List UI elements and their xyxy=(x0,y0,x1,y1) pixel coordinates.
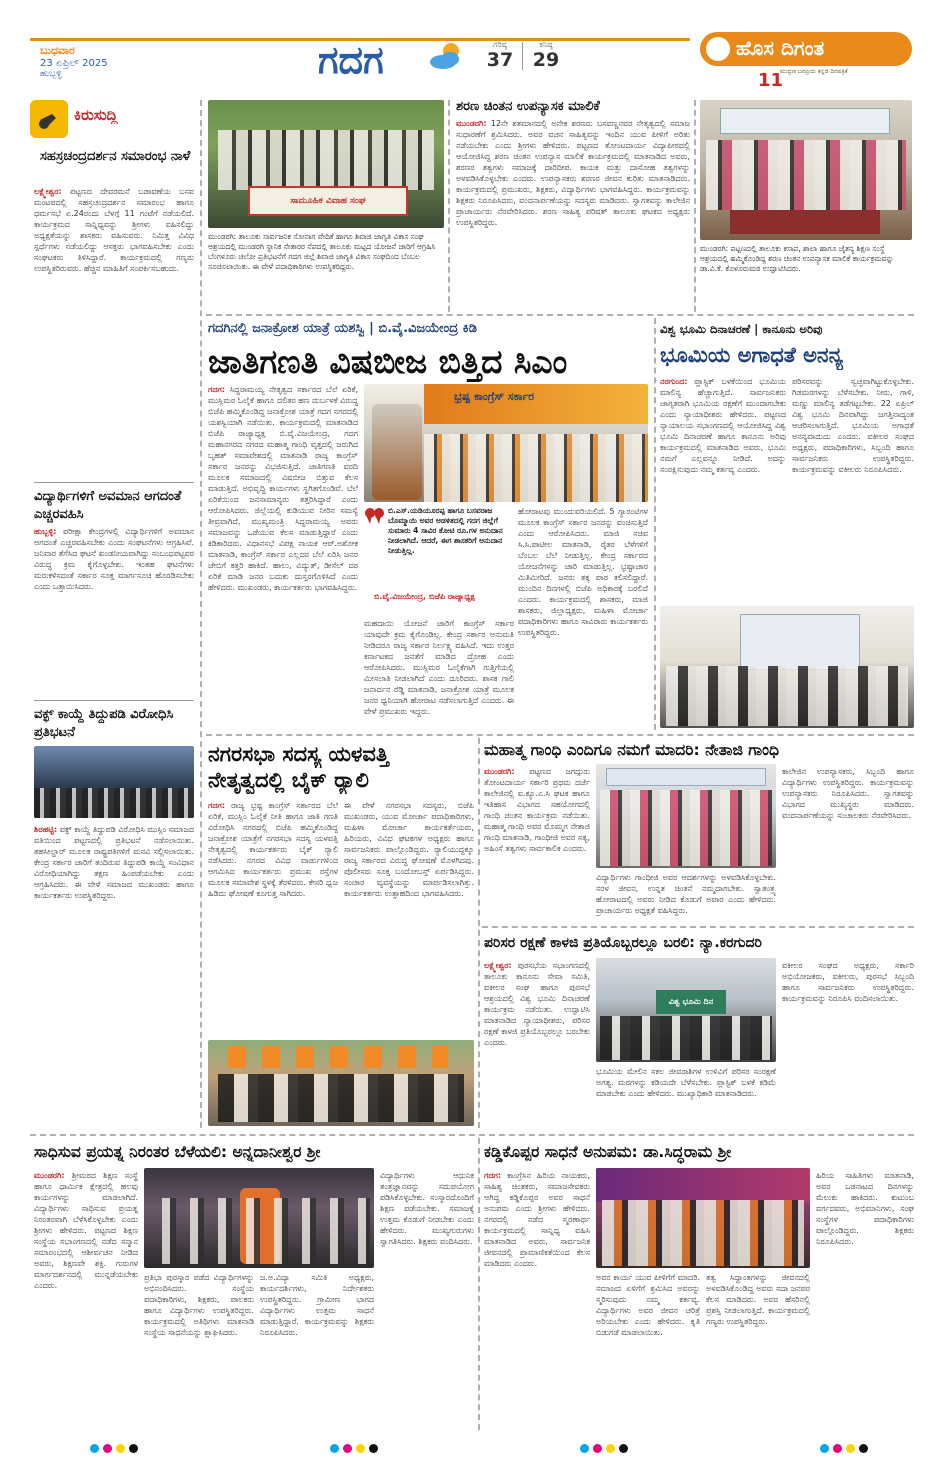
banner-text: ಸಾಮೂಹಿಕ ವಿವಾಹ ಸಂಘ xyxy=(290,196,366,206)
parisara-text-3: ವಕೀಲರ ಸಂಘದ ಅಧ್ಯಕ್ಷರು, ಸರ್ಕಾರಿ ಅಭಿಯೋಜಕರು, ವಕೀಲರು, ಪುರಸಭೆ ಸಿಬ್ಬಂದಿ ಹಾಗೂ ಸಾರ್ವಜನಿಕರು ಉಪಸ್ಥಿತರಿದ್ದರು. ಕಾರ್ಯಕ್ರಮವನ್ನು ನಿರೂಪಿಸಿ ವಂದಿಸಲಾಯಿತು. xyxy=(782,961,914,1003)
lead-text-4: ಮಹದಾಯಿ ಯೋಜನೆ ಜಾರಿಗೆ ಕಾಂಗ್ರೆಸ್ ಸರ್ಕಾರ ಯಾವುದೇ ಕ್ರಮ ಕೈಗೊಂಡಿಲ್ಲ. ಕೇಂದ್ರ ಸರ್ಕಾರ ಅನುಮತಿ ನೀಡಿದರೂ ರಾಜ್ಯ ಸರ್ಕಾರ ನಿರ್ಲಕ್ಷ್ಯ ವಹಿಸಿದೆ. ಇದು ಉತ್ತರ ಕರ್ನಾಟಕದ ಜನತೆಗೆ ಮಾಡಿದ ದ್ರೋಹ ಎಂದು ಆರೋಪಿಸಿದರು. ಮುಸ್ಲಿಮರ ಓಲೈಕೆಗಾಗಿ ಗುತ್ತಿಗೆಯಲ್ಲಿ ಮೀಸಲಾತಿ ನೀಡಲಾಗಿದೆ ಎಂದು ದೂರಿದರು. xyxy=(364,619,514,683)
gandhi-headline: ಮಹಾತ್ಮ ಗಾಂಧಿ ಎಂದಿಗೂ ನಮಗೆ ಮಾದರಿ: ನೇತಾಜಿ ಗಾಂಧಿ xyxy=(484,741,780,759)
table-shape xyxy=(730,210,880,234)
officials-shape xyxy=(666,666,908,726)
story3-dateline: ಶಿರಹಟ್ಟಿ: xyxy=(34,825,58,834)
page-title: ಗದಗ xyxy=(318,38,384,82)
bike-rally-photo xyxy=(208,1040,474,1126)
story2-body xyxy=(34,526,194,692)
bhumi-text-2: ಪರಿಸರವನ್ನು ಸ್ವಚ್ಛವಾಗಿಟ್ಟುಕೊಳ್ಳಬೇಕು. ಗಿಡಮರಗಳನ್ನು ಬೆಳೆಸಬೇಕು. ನೀರು, ಗಾಳಿ, ಮಣ್ಣು ಮಾಲಿನ್ಯ ತಡೆಗಟ್ಟಬೇಕು. 22 ಏಪ್ರಿಲ್ ವಿಶ್ವ ಭೂಮಿ ದಿನವಾಗಿದ್ದು ಜಗತ್ತಿನಾದ್ಯಂತ ಆಚರಿಸಲಾಗುತ್ತಿದೆ. ಭೂಮಿಯ ಅಗಾಧತೆ ಅನನ್ಯವಾದುದು ಎಂದರು. ವಕೀಲರ ಸಂಘದ ಅಧ್ಯಕ್ಷರು, ಪದಾಧಿಕಾರಿಗಳು, ಸಿಬ್ಬಂದಿ ಹಾಗೂ ಸಾರ್ವಜನಿಕರು ಉಪಸ್ಥಿತರಿದ್ದರು. ಕಾರ್ಯಕ್ರಮವನ್ನು ವಕೀಲರು ನಿರೂಪಿಸಿದರು. xyxy=(792,377,914,474)
header-day: ಬುಧವಾರ xyxy=(40,44,75,57)
min-temp-block xyxy=(526,40,566,70)
black-dot xyxy=(369,1444,378,1453)
lawyers-group-shape xyxy=(600,1016,772,1060)
stage-banner-shape xyxy=(720,108,890,134)
audience-shape xyxy=(424,434,648,502)
story1-text: ಪಟ್ಟಣದ ದೇವರಮನೆ ಬಡಾವಣೆಯ ಬಸವ ಮಂಟಪದಲ್ಲಿ ಸಹಸ್ರಚಂದ್ರದರ್ಶನ ಸಮಾರಂಭ ಹಾಗೂ ಧರ್ಮಸಭೆ ಏ.24ರಂದು ಬೆಳಗ್ಗೆ 11 ಗಂಟೆಗೆ ನಡೆಯಲಿದೆ. ಕಾರ್ಯಕ್ರಮದ ಸಾನ್ನಿಧ್ಯವನ್ನು ಶ್ರೀಗಳು ವಹಿಸಲಿದ್ದು ಅಧ್ಯಕ್ಷತೆಯನ್ನು ಶಾಸಕರು ವಹಿಸುವರು. ನಿಮಿತ್ತ ವಿವಿಧ ಸ್ಪರ್ಧೆಗಳು ನಡೆಯಲಿದ್ದು ಆಸಕ್ತರು ಭಾಗವಹಿಸಬೇಕು ಎಂದು ಸಂಘಟಕರು ತಿಳಿಸಿದ್ದಾರೆ. ಕಾರ್ಯಕ್ರಮದಲ್ಲಿ ಗಣ್ಯರು ಉಪಸ್ಥಿತರಿರುವರು. ಹೆಚ್ಚಿನ ಮಾಹಿತಿಗೆ ಸಂಪರ್ಕಿಸಬಹುದು. xyxy=(34,187,194,273)
annadaneshwar-text-1: ಶ್ರೀಮಠದ ಶಿಕ್ಷಣ ಸಂಸ್ಥೆ ಹಾಗೂ ಧಾರ್ಮಿಕ ಕ್ಷೇತ್ರದಲ್ಲಿ ಹಲವು ಕಾರ್ಯಗಳನ್ನು ಮಾಡಲಾಗಿದೆ. ವಿದ್ಯಾರ್ಥಿಗಳು ಸಾಧಿಸುವ ಪ್ರಯತ್ನ ನಿರಂತರವಾಗಿ ಬೆಳೆಸಿಕೊಳ್ಳಬೇಕು ಎಂದು ಶ್ರೀಗಳು ಹೇಳಿದರು. ಪಟ್ಟಣದ ಶಿಕ್ಷಣ ಸಂಸ್ಥೆಯ ಸಭಾಂಗಣದಲ್ಲಿ ನಡೆದ ಸನ್ಮಾನ ಸಮಾರಂಭದಲ್ಲಿ ಆಶೀರ್ವಚನ ನೀಡಿದ ಅವರು, ಶಿಕ್ಷಣವೇ ಶಕ್ತಿ. ಗುರುಗಳ ಮಾರ್ಗದರ್ಶನದಲ್ಲಿ ಮುನ್ನಡೆಯಬೇಕು ಎಂದರು. xyxy=(34,1171,138,1290)
header-date-block xyxy=(40,44,160,79)
yellow-dot xyxy=(606,1444,615,1453)
gandhi-body-col1 xyxy=(484,766,590,922)
hand-point-icon xyxy=(30,100,68,138)
magenta-dot xyxy=(343,1444,352,1453)
row-divider-3 xyxy=(482,926,914,928)
lead-photo xyxy=(364,384,648,502)
black-dot xyxy=(859,1444,868,1453)
lead-headline: ಜಾತಿಗಣತಿ ವಿಷಬೀಜ ಬಿತ್ತಿದ ಸಿಎಂ xyxy=(208,342,568,381)
parisara-banner-text: ವಿಶ್ವ ಭೂಮಿ ದಿನ xyxy=(668,997,714,1006)
cyan-dot xyxy=(330,1444,339,1453)
lead-quote-box xyxy=(364,506,514,614)
story3-headline: ವಕ್ಫ್ ಕಾಯ್ದೆ ತಿದ್ದುಪಡಿ ವಿರೋಧಿಸಿ ಪ್ರತಿಭಟನೆ xyxy=(34,707,174,740)
annadaneshwar-body-col4 xyxy=(380,1170,474,1426)
story3-body xyxy=(34,824,194,1126)
story1-dateline: ಲಕ್ಷ್ಮೇಶ್ವರ: xyxy=(34,187,62,196)
story1-headline: ಸಹಸ್ರಚಂದ್ರದರ್ಶನ ಸಮಾರಂಭ ನಾಳೆ xyxy=(40,149,191,164)
annadaneshwar-photo xyxy=(144,1168,374,1268)
row-divider-2 xyxy=(206,734,914,736)
temp-divider xyxy=(522,42,523,70)
parisara-headline: ಪರಿಸರ ರಕ್ಷಣೆ ಕಾಳಜಿ ಪ್ರತಿಯೊಬ್ಬರಲ್ಲೂ ಬರಲಿ: ನ್ಯಾ.ಕರಗುದರಿ xyxy=(484,935,762,951)
speaker-shape xyxy=(372,404,422,500)
protest-crowd-shape xyxy=(34,788,194,818)
top-photo1-caption: ಮುಂಡರಗಿ: ತಾಲೂಕು ಸಾರ್ವಜನಿಕ ಸೋನಾಗ ವೇದಿಕೆ ಹಾಗೂ ಶಿವಾಜಿ ಜಾಗೃತಿ ವಿಕಾಸ ಸಂಘ ಆಶ್ರಯದಲ್ಲಿ ಮುಂಡರಗಿ ಸ್ಥಾನಿಕ ನೇತಾರರ ನೆಪದಲ್ಲಿ ತಾಲೂಕು ಮಟ್ಟದ ಯೋಜನೆ ಜಾರಿಗೆ ಆಗ್ರಹಿಸಿ ಬೆಂಗಳೂರು ಚಲೋ ಪ್ರತಿಭಟನೆಗೆ ಗದಗ ಜಿಲ್ಲೆ ಶಿವಾಜಿ ಜಾಗೃತಿ ವಿಕಾಸ ಸಂಘದಿಂದ ಬೆಂಬಲ ಸೂಚಿಸಲಾಯಿತು. ಈ ವೇಳೆ ಪದಾಧಿಕಾರಿಗಳು ಉಪಸ್ಥಿತರಿದ್ದರು. xyxy=(208,232,436,271)
paper-tagline: ಮುದ್ರಣ ಜನಪ್ರಿಯ ಕನ್ನಡ ದಿನಪತ್ರಿಕೆ xyxy=(780,68,848,75)
max-temp-value: 37 xyxy=(486,49,514,71)
lead-body-col1 xyxy=(208,384,358,728)
cyan-dot xyxy=(580,1444,589,1453)
bhumi-kicker: ವಿಶ್ವ ಭೂಮಿ ದಿನಾಚರಣೆ | ಕಾನೂನು ಅರಿವು xyxy=(660,322,823,336)
row-divider-4 xyxy=(30,1134,914,1136)
cyan-dot xyxy=(90,1444,99,1453)
parisara-body-col2 xyxy=(596,1066,776,1126)
top-photo-group xyxy=(208,100,444,228)
cmyk-registration-marks-center xyxy=(330,1438,382,1457)
story2-dateline: ಹುಬ್ಬಳ್ಳಿ: xyxy=(34,527,57,536)
lead-right-divider xyxy=(654,318,656,730)
bottom-divider xyxy=(478,1138,480,1430)
lead-body-col2b xyxy=(364,618,514,728)
lead-quote-author: ಬಿ.ವೈ.ವಿಜಯೇಂದ್ರ, ಬಿಜೆಪಿ ರಾಜ್ಯಾಧ್ಯಕ್ಷ xyxy=(374,592,475,601)
top-photo3-caption: ಮುಂಡರಗಿ: ಪಟ್ಟಣದಲ್ಲಿ ತಾಲೂಕು ಕಸಾಪ, ಶಾಲಾ ಹಾಗೂ ಚೈತನ್ಯ ಶಿಕ್ಷಣ ಸಂಸ್ಥೆ ಆಶ್ರಯದಲ್ಲಿ ಹಮ್ಮಿಕೊಂಡಿದ್ದ ಶರಣ ಚಿಂತನ ಉಪನ್ಯಾಸಕ ಮಾಲಿಕೆ ಕಾರ್ಯಕ್ರಮವನ್ನು ಡಾ.ವಿ.ಕೆ. ಕೊಳೂರುಮಠ ಉದ್ಘಾಟಿಸಿದರು. xyxy=(700,244,894,273)
bhumi-headline: ಭೂಮಿಯ ಅಗಾಧತೆ ಅನನ್ಯ xyxy=(660,343,844,367)
gandhi-body-col2 xyxy=(596,872,776,922)
cmyk-registration-marks-right xyxy=(820,1438,872,1457)
story3-photo xyxy=(34,746,194,818)
lead-kicker: ಗದಗಿನಲ್ಲಿ ಜನಾಕ್ರೋಶ ಯಾತ್ರೆ ಯಶಸ್ವಿ | ಬಿ.ವೈ.ವಿಜಯೇಂದ್ರ ಕಿಡಿ xyxy=(208,321,477,336)
cmyk-registration-marks-left xyxy=(90,1438,142,1457)
gandhi-text-3: ಕಾಲೇಜಿನ ಉಪನ್ಯಾಸಕರು, ಸಿಬ್ಬಂದಿ ಹಾಗೂ ವಿದ್ಯಾರ್ಥಿಗಳು ಉಪಸ್ಥಿತರಿದ್ದರು. ಕಾರ್ಯಕ್ರಮವನ್ನು ಉಪನ್ಯಾಸಕರು ನಿರೂಪಿಸಿದರು. ಸ್ವಾಗತವನ್ನು ವಿಭಾಗದ ಮುಖ್ಯಸ್ಥರು ಮಾಡಿದರು. ವಂದನಾರ್ಪಣೆಯನ್ನು ಸಂಚಾಲಕರು ನೆರವೇರಿಸಿದರು. xyxy=(782,767,914,820)
annadaneshwar-headline: ಸಾಧಿಸುವ ಪ್ರಯತ್ನ ನಿರಂತರ ಬೆಳೆಯಲಿ: ಅನ್ನದಾನೀಶ್ವರ ಶ್ರೀ xyxy=(34,1143,321,1161)
bhumi-text-1: ಪ್ಲಾಸ್ಟಿಕ್ ಬಳಕೆಯಿಂದ ಭೂಮಿಯ ಮಾಲಿನ್ಯ ಹೆಚ್ಚಾಗುತ್ತಿದೆ. ಸಾರ್ವಜನಿಕರು ಜಾಗೃತರಾಗಿ ಭೂಮಿಯ ರಕ್ಷಣೆಗೆ ಮುಂದಾಗಬೇಕು ಎಂದು ನ್ಯಾಯಾಧೀಶರು ಹೇಳಿದರು. ಪಟ್ಟಣದ ನ್ಯಾಯಾಲಯ ಸಭಾಂಗಣದಲ್ಲಿ ಆಯೋಜಿಸಿದ್ದ ವಿಶ್ವ ಭೂಮಿ ದಿನಾಚರಣೆ ಹಾಗೂ ಕಾನೂನು ಅರಿವು ಕಾರ್ಯಕ್ರಮದಲ್ಲಿ ಮಾತನಾಡಿದ ಅವರು, ಭೂಮಿ ನಮಗೆ ಎಲ್ಲವನ್ನೂ ನೀಡಿದೆ. ಅದನ್ನು ಸಂರಕ್ಷಿಸುವುದು ನಮ್ಮ ಕರ್ತವ್ಯ ಎಂದರು. xyxy=(660,377,786,474)
lead-dateline: ಗದಗ: xyxy=(208,385,226,394)
gandhi-text-1: ಪಟ್ಟಣದ ಜಗದ್ಗುರು ತೋಂಟದಾರ್ಯ ಸರ್ಕಾರಿ ಪ್ರಥಮ ದರ್ಜೆ ಕಾಲೇಜಿನಲ್ಲಿ ಐ.ಕ್ಯೂ.ಎ.ಸಿ ಘಟಕ ಹಾಗೂ ಇತಿಹಾಸ ವಿಭಾಗದ ಸಹಯೋಗದಲ್ಲಿ ಗಾಂಧಿ ಚಿಂತನ ಕಾರ್ಯಕ್ರಮ ನಡೆಯಿತು. ಮಹಾತ್ಮ ಗಾಂಧಿ ಅವರ ಮೊಮ್ಮಗ ನೇತಾಜಿ ಗಾಂಧಿ ಮಾತನಾಡಿ, ಗಾಂಧೀಜಿ ಅವರ ಸತ್ಯ, ಅಹಿಂಸೆ ತತ್ವಗಳು ಸಾರ್ವಕಾಲಿಕ ಎಂದರು. xyxy=(484,767,590,853)
lead-body-col3 xyxy=(518,506,648,728)
gandhi-body-col3 xyxy=(782,766,914,922)
nagarasabha-headline-line2: ನೇತೃತ್ವದಲ್ಲಿ ಬೈಕ್ ರ್‍ಯಾಲಿ xyxy=(208,768,369,792)
cyan-dot xyxy=(820,1444,829,1453)
saffron-flags-shape xyxy=(228,1046,448,1068)
page-number: 11 xyxy=(758,70,784,91)
gandhi-dateline: ಮುಂಡರಗಿ: xyxy=(484,767,515,776)
sharana-headline: ಶರಣ ಚಿಂತನ ಉಪನ್ಯಾಸಕ ಮಾಲಿಕೆ xyxy=(456,99,600,114)
lead-text-2: ಜಿಲ್ಲೆಯಲ್ಲಿ ಕುಡಿಯುವ ನೀರಿನ ಸಮಸ್ಯೆ ತೀವ್ರವಾಗಿದೆ, ಮುಖ್ಯಮಂತ್ರಿ ಸಿದ್ದರಾಮಯ್ಯ ಅವರು ಸಮಾಜವನ್ನು ಒಡೆಯುವ ಕೆಲಸ ಮಾಡುತ್ತಿದ್ದಾರೆ ಎಂದು ಕಿಡಿಕಾರಿದರು. ವಿಧಾನಸಭೆ ವಿಪಕ್ಷ ನಾಯಕ ಆರ್.ಅಶೋಕ ಮಾತನಾಡಿ, ಕಾಂಗ್ರೆಸ್ ಸರ್ಕಾರ ಎಲ್ಲದರ ಬೆಲೆ ಏರಿಸಿ ಜನರ ಜೇಬಿಗೆ ಕತ್ತರಿ ಹಾಕಿದೆ. ಹಾಲು, ವಿದ್ಯುತ್, ಡೀಸೆಲ್ ದರ ಏರಿಕೆ ಮಾಡಿ ಜನರ ಬದುಕು ದುಸ್ತರಗೊಳಿಸಿದೆ ಎಂದು ಹೇಳಿದರು. ಮುಖಂಡರು, ಕಾರ್ಯಕರ್ತರು ಭಾಗವಹಿಸಿದ್ದರು. xyxy=(208,506,358,592)
min-temp-value: 29 xyxy=(532,49,560,71)
kaddikopara-body-col3 xyxy=(706,1272,810,1426)
black-dot xyxy=(129,1444,138,1453)
nagarasabha-text-1: ರಾಜ್ಯ ಭ್ರಷ್ಟ ಕಾಂಗ್ರೆಸ್ ಸರ್ಕಾರದ ಬೆಲೆ ಏರಿಕೆ, ಮುಸ್ಲಿಂ ಓಲೈಕೆ ನೀತಿ ಹಾಗೂ ಜಾತಿ ಗಣತಿ ವಿರೋಧಿಸಿ ನಗರದಲ್ಲಿ ಬಿಜೆಪಿ ಹಮ್ಮಿಕೊಂಡಿದ್ದ ಜನಾಕ್ರೋಶ ಯಾತ್ರೆಗೆ ನಗರಸಭಾ ಸದಸ್ಯ ಯಳವತ್ತಿ ನೇತೃತ್ವದಲ್ಲಿ ಕಾರ್ಯಕರ್ತರು ಬೈಕ್ ರ್‍ಯಾಲಿ ನಡೆಸಿದರು. ನಗರದ ವಿವಿಧ ವಾರ್ಡುಗಳಿಂದ ಆಗಮಿಸಿದ ಕಾರ್ಯಕರ್ತರು ಪ್ರಮುಖ ರಸ್ತೆಗಳ ಮೂಲಕ ಸಮಾವೇಶ ಸ್ಥಳಕ್ಕೆ ತೆರಳಿದರು. ಕೇಸರಿ ಧ್ವಜ ಹಿಡಿದು ಘೋಷಣೆ ಕೂಗುತ್ತ ಸಾಗಿದರು. xyxy=(208,801,338,898)
masthead xyxy=(0,0,945,96)
stage-backdrop-purple-shape xyxy=(596,1168,810,1202)
kaddikopara-dateline: ಗದಗ: xyxy=(484,1171,502,1180)
header-city: ಹುಬ್ಬಳ್ಳಿ xyxy=(40,69,62,79)
annadaneshwar-body-col1 xyxy=(34,1170,138,1426)
kaddikopara-body-col2 xyxy=(596,1272,700,1426)
annadaneshwar-text-4: ವಿದ್ಯಾರ್ಥಿಗಳು ಆಧುನಿಕ ತಂತ್ರಜ್ಞಾನವನ್ನು ಸದುಪಯೋಗ ಪಡಿಸಿಕೊಳ್ಳಬೇಕು. ಸಂಸ್ಕಾರದೊಂದಿಗೆ ಶಿಕ್ಷಣ ಪಡೆಯಬೇಕು. ಸಮಾಜಕ್ಕೆ ಉತ್ತಮ ಕೊಡುಗೆ ನೀಡಬೇಕು ಎಂದು ಹೇಳಿದರು. ಮುಖ್ಯಗುರುಗಳು ಸ್ವಾಗತಿಸಿದರು. ಶಿಕ್ಷಕರು ವಂದಿಸಿದರು. xyxy=(380,1171,474,1246)
sharana-text: 12ನೇ ಶತಮಾನದಲ್ಲಿ ಅನೇಕ ಶರಣರು ಬಸವಣ್ಣನವರ ನೇತೃತ್ವದಲ್ಲಿ ಸಮಾಜ ಸುಧಾರಣೆಗೆ ಶ್ರಮಿಸಿದರು. ಅವರ ವಚನ ಸಾಹಿತ್ಯವನ್ನು ಇಂದಿನ ಯುವ ಪೀಳಿಗೆ ಅರಿತು ನಡೆಯಬೇಕು ಎಂದು ಶ್ರೀಗಳು ಹೇಳಿದರು. ಪಟ್ಟಣದ ತೋಂಟದಾರ್ಯ ವಿದ್ಯಾಪೀಠದಲ್ಲಿ ಆಯೋಜಿಸಿದ್ದ ಶರಣ ಚಿಂತನ ಉಪನ್ಯಾಸ ಮಾಲಿಕೆ ಕಾರ್ಯಕ್ರಮದಲ್ಲಿ ಮಾತನಾಡಿದ ಅವರು, ಶರಣರ ತತ್ವಗಳು ಸಮಾಜಕ್ಕೆ ದಾರಿದೀಪ. ಕಾಯಕ ಮತ್ತು ದಾಸೋಹ ತತ್ವಗಳನ್ನು ಅಳವಡಿಸಿಕೊಳ್ಳಬೇಕು ಎಂದರು. ಉಪನ್ಯಾಸಕರು ಶರಣರ ಜೀವನ ಕುರಿತು ಮಾತನಾಡಿದರು. ಕಾರ್ಯಕ್ರಮದಲ್ಲಿ ಪ್ರಮುಖರು, ಶಿಕ್ಷಕರು, ವಿದ್ಯಾರ್ಥಿಗಳು ಭಾಗವಹಿಸಿದ್ದರು. ಕಾರ್ಯಕ್ರಮವನ್ನು ಶಿಕ್ಷಕರು ನಿರೂಪಿಸಿದರು, ವಂದನಾರ್ಪಣೆಯನ್ನು ಸದಸ್ಯರು ಮಾಡಿದರು. ಸ್ವಾಗತವನ್ನು ಕಾಲೇಜಿನ ಪ್ರಾಚಾರ್ಯರು ನೆರವೇರಿಸಿದರು. ಶರಣ ಸಾಹಿತ್ಯ ಪರಿಷತ್ ತಾಲೂಕು ಘಟಕದ ಅಧ್ಯಕ್ಷರು ಉಪಸ್ಥಿತರಿದ್ದರು. xyxy=(456,119,690,227)
nagarasabha-text-2: ಈ ವೇಳೆ ನಗರಸಭಾ ಸದಸ್ಯರು, ಬಿಜೆಪಿ ಮುಖಂಡರು, ಯುವ ಮೋರ್ಚಾ ಪದಾಧಿಕಾರಿಗಳು, ಮಹಿಳಾ ಮೋರ್ಚಾ ಕಾರ್ಯಕರ್ತೆಯರು, ಹಿರಿಯರು, ವಿವಿಧ ಘಟಕಗಳ ಅಧ್ಯಕ್ಷರು ಹಾಗೂ ಸಾರ್ವಜನಿಕರು ಪಾಲ್ಗೊಂಡಿದ್ದರು. ರ್‍ಯಾಲಿಯುದ್ದಕ್ಕೂ ರಾಜ್ಯ ಸರ್ಕಾರದ ವಿರುದ್ಧ ಘೋಷಣೆ ಮೊಳಗಿದವು. ಪೊಲೀಸರು ಸೂಕ್ತ ಬಂದೋಬಸ್ತ್ ಏರ್ಪಡಿಸಿದ್ದರು. ಸಂಚಾರ ವ್ಯವಸ್ಥೆಯನ್ನು ಮಾರ್ಪಡಿಸಲಾಗಿತ್ತು. ಕಾರ್ಯಕರ್ತರು ಉತ್ಸಾಹದಿಂದ ಭಾಗವಹಿಸಿದರು. xyxy=(344,801,474,898)
gandhi-banner-shape xyxy=(606,768,766,786)
kaddikopara-text-2: ಅವರ ಕಾರ್ಯ ಯುವ ಪೀಳಿಗೆಗೆ ಮಾದರಿ. ಸಮಾಜದ ಏಳಿಗೆಗೆ ಶ್ರಮಿಸಿದ ಅವರನ್ನು ಸ್ಮರಿಸುವುದು ನಮ್ಮ ಕರ್ತವ್ಯ. ವಿದ್ಯಾರ್ಥಿಗಳು ಅವರ ಜೀವನ ಚರಿತ್ರೆ ಅರಿಯಬೇಕು ಎಂದು ಹೇಳಿದರು. ಕೃತಿ ಬಿಡುಗಡೆ ಮಾಡಲಾಯಿತು. xyxy=(596,1273,700,1337)
felicitation-group-shape xyxy=(600,790,772,866)
lead-text-3: ಹೋರಾಟವು ಮುಂದುವರಿಯಲಿದೆ. 5 ಗ್ಯಾರಂಟಿಗಳ ಮೂಲಕ ಕಾಂಗ್ರೆಸ್ ಸರ್ಕಾರ ಜನರನ್ನು ವಂಚಿಸುತ್ತಿದೆ ಎಂದು ಆರೋಪಿಸಿದರು. ಮಾಜಿ ಸಚಿವ ಸಿ.ಸಿ.ಪಾಟೀಲ ಮಾತನಾಡಿ, ರೈತರ ಬೆಳೆಗಳಿಗೆ ಬೆಂಬಲ ಬೆಲೆ ನೀಡುತ್ತಿಲ್ಲ. ಕೇಂದ್ರ ಸರ್ಕಾರದ ಯೋಜನೆಗಳನ್ನು ಜಾರಿ ಮಾಡುತ್ತಿಲ್ಲ. ಭ್ರಷ್ಟಾಚಾರ ಮಿತಿಮೀರಿದೆ. ಜನರು ತಕ್ಕ ಪಾಠ ಕಲಿಸಲಿದ್ದಾರೆ. ಮುಂದಿನ ದಿನಗಳಲ್ಲಿ ಬಿಜೆಪಿ ಅಧಿಕಾರಕ್ಕೆ ಬರಲಿದೆ ಎಂದರು. ಕಾರ್ಯಕ್ರಮದಲ್ಲಿ ಶಾಸಕರು, ಮಾಜಿ ಶಾಸಕರು, ಜಿಲ್ಲಾಧ್ಯಕ್ಷರು, ಮಹಿಳಾ ಮೋರ್ಚಾ ಪದಾಧಿಕಾರಿಗಳು ಹಾಗೂ ಸಾವಿರಾರು ಕಾರ್ಯಕರ್ತರು ಉಪಸ್ಥಿತರಿದ್ದರು. xyxy=(518,507,648,637)
left-column-divider xyxy=(200,100,202,1128)
kaddikopara-text-3: ತತ್ವ ಸಿದ್ಧಾಂತಗಳನ್ನು ಜೀವನದಲ್ಲಿ ಅಳವಡಿಸಿಕೊಂಡಿದ್ದ ಅವರು ಸದಾ ಜನಪರ ಕೆಲಸ ಮಾಡಿದರು. ಅವರ ಹೆಸರಿನಲ್ಲಿ ಪ್ರಶಸ್ತಿ ನೀಡಲಾಗುತ್ತಿದೆ. ಕಾರ್ಯಕ್ರಮದಲ್ಲಿ ಗಣ್ಯರು ಉಪಸ್ಥಿತರಿದ್ದರು. xyxy=(706,1273,810,1326)
kaddikopara-headline: ಕಡ್ಡಿಕೊಪ್ಪರ ಸಾಧನೆ ಅನುಪಮ: ಡಾ.ಸಿದ್ಧರಾಮ ಶ್ರೀ xyxy=(484,1143,732,1161)
kaddikopara-body-col4 xyxy=(816,1170,914,1426)
yellow-dot xyxy=(356,1444,365,1453)
bhumi-body-col2 xyxy=(792,376,914,604)
row-divider-1 xyxy=(206,314,914,316)
kirusuddi-label: ಕಿರುಸುದ್ದಿ xyxy=(74,106,118,124)
gandhi-text-2: ವಿದ್ಯಾರ್ಥಿಗಳು ಗಾಂಧೀಜಿ ಅವರ ಆದರ್ಶಗಳನ್ನು ಅಳವಡಿಸಿಕೊಳ್ಳಬೇಕು. ಸರಳ ಜೀವನ, ಉನ್ನತ ಚಿಂತನೆ ನಮ್ಮದಾಗಬೇಕು. ಸ್ವಾತಂತ್ರ್ಯ ಹೋರಾಟದಲ್ಲಿ ಅವರು ನೀಡಿದ ಕೊಡುಗೆ ಅಪಾರ ಎಂದು ಹೇಳಿದರು. ಪ್ರಾಚಾರ್ಯರು ಅಧ್ಯಕ್ಷತೆ ವಹಿಸಿದ್ದರು. xyxy=(596,873,776,915)
yellow-dot xyxy=(116,1444,125,1453)
parisara-body-col3 xyxy=(782,960,914,1126)
weather-icon xyxy=(426,40,466,72)
gandhi-photo xyxy=(596,764,776,868)
felicitation-people-shape xyxy=(148,1198,370,1264)
bhumi-photo xyxy=(660,606,914,728)
nagarasabha-headline-line1: ನಗರಸಭಾ ಸದಸ್ಯ ಯಳವತ್ತಿ xyxy=(208,742,389,766)
top-photo-stage xyxy=(700,100,912,240)
black-dot xyxy=(619,1444,628,1453)
projector-screen-shape xyxy=(740,614,860,670)
nagarasabha-body-col2 xyxy=(344,800,474,1036)
min-temp-label: ಕನಿಷ್ಠ xyxy=(539,40,553,49)
quote-icon xyxy=(364,506,384,526)
people-on-stage-shape xyxy=(706,140,906,210)
header-date: 23 ಏಪ್ರಿಲ್ 2025 xyxy=(40,58,108,69)
parisara-photo xyxy=(596,958,776,1062)
annadaneshwar-body-col3 xyxy=(260,1272,374,1426)
parisara-banner-shape xyxy=(656,990,726,1014)
sharana-body xyxy=(456,118,690,310)
sharana-dateline: ಮುಂಡರಗಿ: xyxy=(456,119,487,128)
middle-divider xyxy=(478,738,480,1128)
story1-rule xyxy=(34,482,194,483)
story1-body xyxy=(34,186,194,478)
paper-logo xyxy=(700,32,912,66)
kaddikopara-body-col1 xyxy=(484,1170,590,1426)
nagarasabha-body-col1 xyxy=(208,800,338,1036)
max-temp-block xyxy=(480,40,520,70)
story2-text: ಪರೀಕ್ಷಾ ಕೇಂದ್ರಗಳಲ್ಲಿ ವಿದ್ಯಾರ್ಥಿಗಳಿಗೆ ಅವಮಾನ ಆಗದಂತೆ ಎಚ್ಚರವಹಿಸಬೇಕು ಎಂದು ಸಂಘಟನೆಗಳು ಆಗ್ರಹಿಸಿವೆ. ಜನಿವಾರ ತೆಗೆಸಿದ ಘಟನೆ ಖಂಡನೀಯವಾಗಿದ್ದು ಸಂಬಂಧಪಟ್ಟವರ ವಿರುದ್ಧ ಕ್ರಮ ಕೈಗೊಳ್ಳಬೇಕು. ಇಂತಹ ಘಟನೆಗಳು ಮರುಕಳಿಸದಂತೆ ಸರ್ಕಾರ ಸೂಕ್ತ ಮಾರ್ಗಸೂಚಿ ಹೊರಡಿಸಬೇಕು ಎಂದು ಒತ್ತಾಯಿಸಿದರು. xyxy=(34,527,194,591)
annadaneshwar-text-3: ಜ.ಅ.ವಿದ್ಯಾ ಸಮಿತಿ ಅಧ್ಯಕ್ಷರು, ಕಾರ್ಯದರ್ಶಿಗಳು, ನಿರ್ದೇಶಕರು ಉಪಸ್ಥಿತರಿದ್ದರು. ಗ್ರಾಮೀಣ ಭಾಗದ ವಿದ್ಯಾರ್ಥಿಗಳು ಉತ್ತಮ ಸಾಧನೆ ಮಾಡುತ್ತಿದ್ದಾರೆ. ಕಾರ್ಯಕ್ರಮವನ್ನು ಶಿಕ್ಷಕರು ನಿರೂಪಿಸಿದರು. xyxy=(260,1273,374,1337)
nagarasabha-dateline: ಗದಗ: xyxy=(208,801,226,810)
annadaneshwar-dateline: ಮುಂಡರಗಿ: xyxy=(34,1171,65,1180)
bhumi-body-col1 xyxy=(660,376,786,604)
cmyk-registration-marks-mid xyxy=(580,1438,632,1457)
logo-emblem-icon xyxy=(706,37,730,61)
annadaneshwar-text-2: ಪ್ರತಿಭಾ ಪುರಸ್ಕಾರ ಪಡೆದ ವಿದ್ಯಾರ್ಥಿಗಳನ್ನು ಅಭಿನಂದಿಸಿದರು. ಸಂಸ್ಥೆಯ ಪದಾಧಿಕಾರಿಗಳು, ಶಿಕ್ಷಕರು, ಪಾಲಕರು ಹಾಗೂ ವಿದ್ಯಾರ್ಥಿಗಳು ಉಪಸ್ಥಿತರಿದ್ದರು. ಕಾರ್ಯಕ್ರಮದಲ್ಲಿ ಅತಿಥಿಗಳು ಮಾತನಾಡಿ ಸಂಸ್ಥೆಯ ಸಾಧನೆಯನ್ನು ಶ್ಲಾಘಿಸಿದರು. xyxy=(144,1273,254,1337)
paper-name: ಹೊಸ ದಿಗಂತ xyxy=(736,36,825,60)
kaddikopara-text-4: ಹಿರಿಯ ಸಾಹಿತಿಗಳು ಮಾತನಾಡಿ, ಅವರ ಒಡನಾಟದ ದಿನಗಳನ್ನು ಮೆಲುಕು ಹಾಕಿದರು. ಕುಟುಂಬ ವರ್ಗದವರು, ಅಭಿಮಾನಿಗಳು, ಸಂಘ ಸಂಸ್ಥೆಗಳ ಪದಾಧಿಕಾರಿಗಳು ಪಾಲ್ಗೊಂಡಿದ್ದರು. ಶಿಕ್ಷಕರು ನಿರೂಪಿಸಿದರು. xyxy=(816,1171,914,1246)
top-divider-1 xyxy=(448,100,450,312)
lead-quote-text: ಬಿ.ಎಸ್.ಯಡಿಯೂರಪ್ಪ ಹಾಗೂ ಬಸವರಾಜ ಬೊಮ್ಮಾಯಿ ಅವರ ಆಡಳಿತದಲ್ಲಿ ಗದಗ ಜಿಲ್ಲೆಗೆ ಸುಮಾರು 4 ಸಾವಿರ ಕೋಟಿ ರೂ.ಗಳ ಅನುದಾನ ನೀಡಲಾಗಿದೆ. ಆದರೆ, ಈಗ ಶಾಸಕರಿಗೆ ಅನುದಾನ ನೀಡುತ್ತಿಲ್ಲ. xyxy=(388,506,503,555)
kirusuddi-badge xyxy=(30,100,150,136)
parisara-body-col1 xyxy=(484,960,590,1126)
parisara-text-2: ಭೂಮಿಯ ಮೇಲಿನ ಸಕಲ ಜೀವರಾಶಿಗಳ ಉಳಿವಿಗೆ ಪರಿಸರ ಸಂರಕ್ಷಣೆ ಅಗತ್ಯ. ಮರಗಳನ್ನು ಕಡಿಯದೇ ಬೆಳೆಸಬೇಕು. ಪ್ಲಾಸ್ಟಿಕ್ ಬಳಕೆ ಕಡಿಮೆ ಮಾಡಬೇಕು ಎಂದು ಹೇಳಿದರು. ಮುಖ್ಯಾಧಿಕಾರಿ ಮಾತನಾಡಿದರು. xyxy=(596,1067,776,1098)
max-temp-label: ಗರಿಷ್ಠ xyxy=(493,40,507,49)
annadaneshwar-body-col2 xyxy=(144,1272,254,1426)
story2-headline: ವಿದ್ಯಾರ್ಥಿಗಳಿಗೆ ಅವಮಾನ ಆಗದಂತೆ ಎಚ್ಚರವಹಿಸಿ xyxy=(34,489,182,522)
story2-rule xyxy=(34,700,194,701)
top-divider-2 xyxy=(694,100,696,312)
parisara-dateline: ಲಕ್ಷ್ಮೇಶ್ವರ: xyxy=(484,961,512,970)
bikes-shape xyxy=(218,1074,464,1122)
parisara-text-1: ಪುರಸಭೆಯ ಸಭಾಂಗಣದಲ್ಲಿ ತಾಲೂಕು ಕಾನೂನು ಸೇವಾ ಸಮಿತಿ, ವಕೀಲರ ಸಂಘ ಹಾಗೂ ಪುರಸಭೆ ಆಶ್ರಯದಲ್ಲಿ ವಿಶ್ವ ಭೂಮಿ ದಿನಾಚರಣೆ ಕಾರ್ಯಕ್ರಮ ನಡೆಯಿತು. ಉದ್ಘಾಟಿಸಿ ಮಾತನಾಡಿದ ನ್ಯಾಯಾಧೀಶರು, ಪರಿಸರ ರಕ್ಷಣೆ ಕಾಳಜಿ ಪ್ರತಿಯೊಬ್ಬರಲ್ಲೂ ಬರಬೇಕು ಎಂದರು. xyxy=(484,961,590,1047)
magenta-dot xyxy=(103,1444,112,1453)
kaddikopara-text-1: ಕಾಂಗ್ರೆಸಿನ ಹಿರಿಯ ನಾಯಕರು, ಸಾಹಿತ್ಯ ಚಿಂತಕರು, ಸಮಾಜಸೇವಕರು ಆಗಿದ್ದ ಕಡ್ಡಿಕೊಪ್ಪರ ಅವರ ಸಾಧನೆ ಅನುಪಮ ಎಂದು ಶ್ರೀಗಳು ಹೇಳಿದರು. ನಗರದಲ್ಲಿ ನಡೆದ ಸ್ಮರಣಾರ್ಥ ಕಾರ್ಯಕ್ರಮದಲ್ಲಿ ಸಾನ್ನಿಧ್ಯ ವಹಿಸಿ ಮಾತನಾಡಿದ ಅವರು, ಸಾರ್ವಜನಿಕ ಜೀವನದಲ್ಲಿ ಪ್ರಾಮಾಣಿಕತೆಯಿಂದ ಕೆಲಸ ಮಾಡಿದರು ಎಂದರು. xyxy=(484,1171,590,1268)
magenta-dot xyxy=(833,1444,842,1453)
lead-photo-banner: ಭ್ರಷ್ಟ ಕಾಂಗ್ರೆಸ್ ಸರ್ಕಾರ xyxy=(454,390,535,403)
lead-text-1: ಸಿದ್ದರಾಮಯ್ಯ ನೇತೃತ್ವದ ಸರ್ಕಾರದ ಬೆಲೆ ಏರಿಕೆ, ಮುಸ್ಲಿಮರ ಓಲೈಕೆ ಹಾಗೂ ದಲಿತರ ಹಣ ದುರ್ಬಳಕೆ ವಿರುದ್ಧ ಬಿಜೆಪಿ ಹಮ್ಮಿಕೊಂಡಿದ್ದ ಜನಾಕ್ರೋಶ ಯಾತ್ರೆ ಗದಗ ನಗರದಲ್ಲಿ ಯಶಸ್ವಿಯಾಗಿ ನಡೆಯಿತು. ಕಾರ್ಯಕ್ರಮದಲ್ಲಿ ಮಾತನಾಡಿದ ಬಿಜೆಪಿ ರಾಜ್ಯಾಧ್ಯಕ್ಷ ಬಿ.ವೈ.ವಿಜಯೇಂದ್ರ, ಗದಗ ಮಹಾನಗರದ ನಗರದ ಮಹಾತ್ಮ ಗಾಂಧಿ ವೃತ್ತದಲ್ಲಿ ಜರುಗಿದ ಬೃಹತ್ ಸಮಾವೇಶದಲ್ಲಿ ಮಾತನಾಡಿ ರಾಜ್ಯ ಕಾಂಗ್ರೆಸ್ ಸರ್ಕಾರ ಜನರನ್ನು ವಿಭಜಿಸುತ್ತಿದೆ. ಜಾತಿಗಣತಿ ವರದಿ ಮೂಲಕ ಸಮಾಜದಲ್ಲಿ ವಿಷಬೀಜ ಬಿತ್ತುವ ಕೆಲಸ ಮಾಡುತ್ತಿದೆ. ಅಭಿವೃದ್ಧಿ ಕಾರ್ಯಗಳು ಸ್ಥಗಿತಗೊಂಡಿವೆ. ಬೆಲೆ ಏರಿಕೆಯಿಂದ ಜನಸಾಮಾನ್ಯರು ತತ್ತರಿಸಿದ್ದಾರೆ ಎಂದು ಆರೋಪಿಸಿದರು. xyxy=(208,385,358,515)
group-people-shape xyxy=(218,130,434,190)
lead-text-5: ಶಾಸಕ ಗಾಲಿ ಜನಾರ್ದನ ರೆಡ್ಡಿ ಮಾತನಾಡಿ, ಜನಾಕ್ರೋಶ ಯಾತ್ರೆ ಮೂಲಕ ಜನರ ಧ್ವನಿಯಾಗಿ ಹೋರಾಟ ನಡೆಸಲಾಗುತ್ತಿದೆ ಎಂದರು. ಈ ವೇಳೆ ಪ್ರಮುಖರು ಇದ್ದರು. xyxy=(364,674,514,716)
bhumi-dateline: ನರಗುಂದ: xyxy=(660,377,688,386)
dignitaries-shape xyxy=(602,1200,804,1266)
magenta-dot xyxy=(593,1444,602,1453)
banner-shape xyxy=(248,186,408,216)
kaddikopara-photo xyxy=(596,1168,810,1268)
story3-text: ವಕ್ಫ್ ಕಾಯ್ದೆ ತಿದ್ದುಪಡಿ ವಿರೋಧಿಸಿ ಮುಸ್ಲಿಂ ಸಮಾಜದ ವತಿಯಿಂದ ಪಟ್ಟಣದಲ್ಲಿ ಪ್ರತಿಭಟನೆ ನಡೆಸಲಾಯಿತು. ತಹಸೀಲ್ದಾರ್ ಮೂಲಕ ರಾಷ್ಟ್ರಪತಿಗಳಿಗೆ ಮನವಿ ಸಲ್ಲಿಸಲಾಯಿತು. ಕೇಂದ್ರ ಸರ್ಕಾರ ಜಾರಿಗೆ ತಂದಿರುವ ತಿದ್ದುಪಡಿ ಕಾಯ್ದೆ ಸಂವಿಧಾನ ವಿರೋಧಿಯಾಗಿದ್ದು ತಕ್ಷಣ ಹಿಂಪಡೆಯಬೇಕು ಎಂದು ಆಗ್ರಹಿಸಿದರು. ಈ ವೇಳೆ ಸಮಾಜದ ಮುಖಂಡರು ಹಾಗೂ ಕಾರ್ಯಕರ್ತರು ಉಪಸ್ಥಿತರಿದ್ದರು. xyxy=(34,825,194,900)
yellow-dot xyxy=(846,1444,855,1453)
